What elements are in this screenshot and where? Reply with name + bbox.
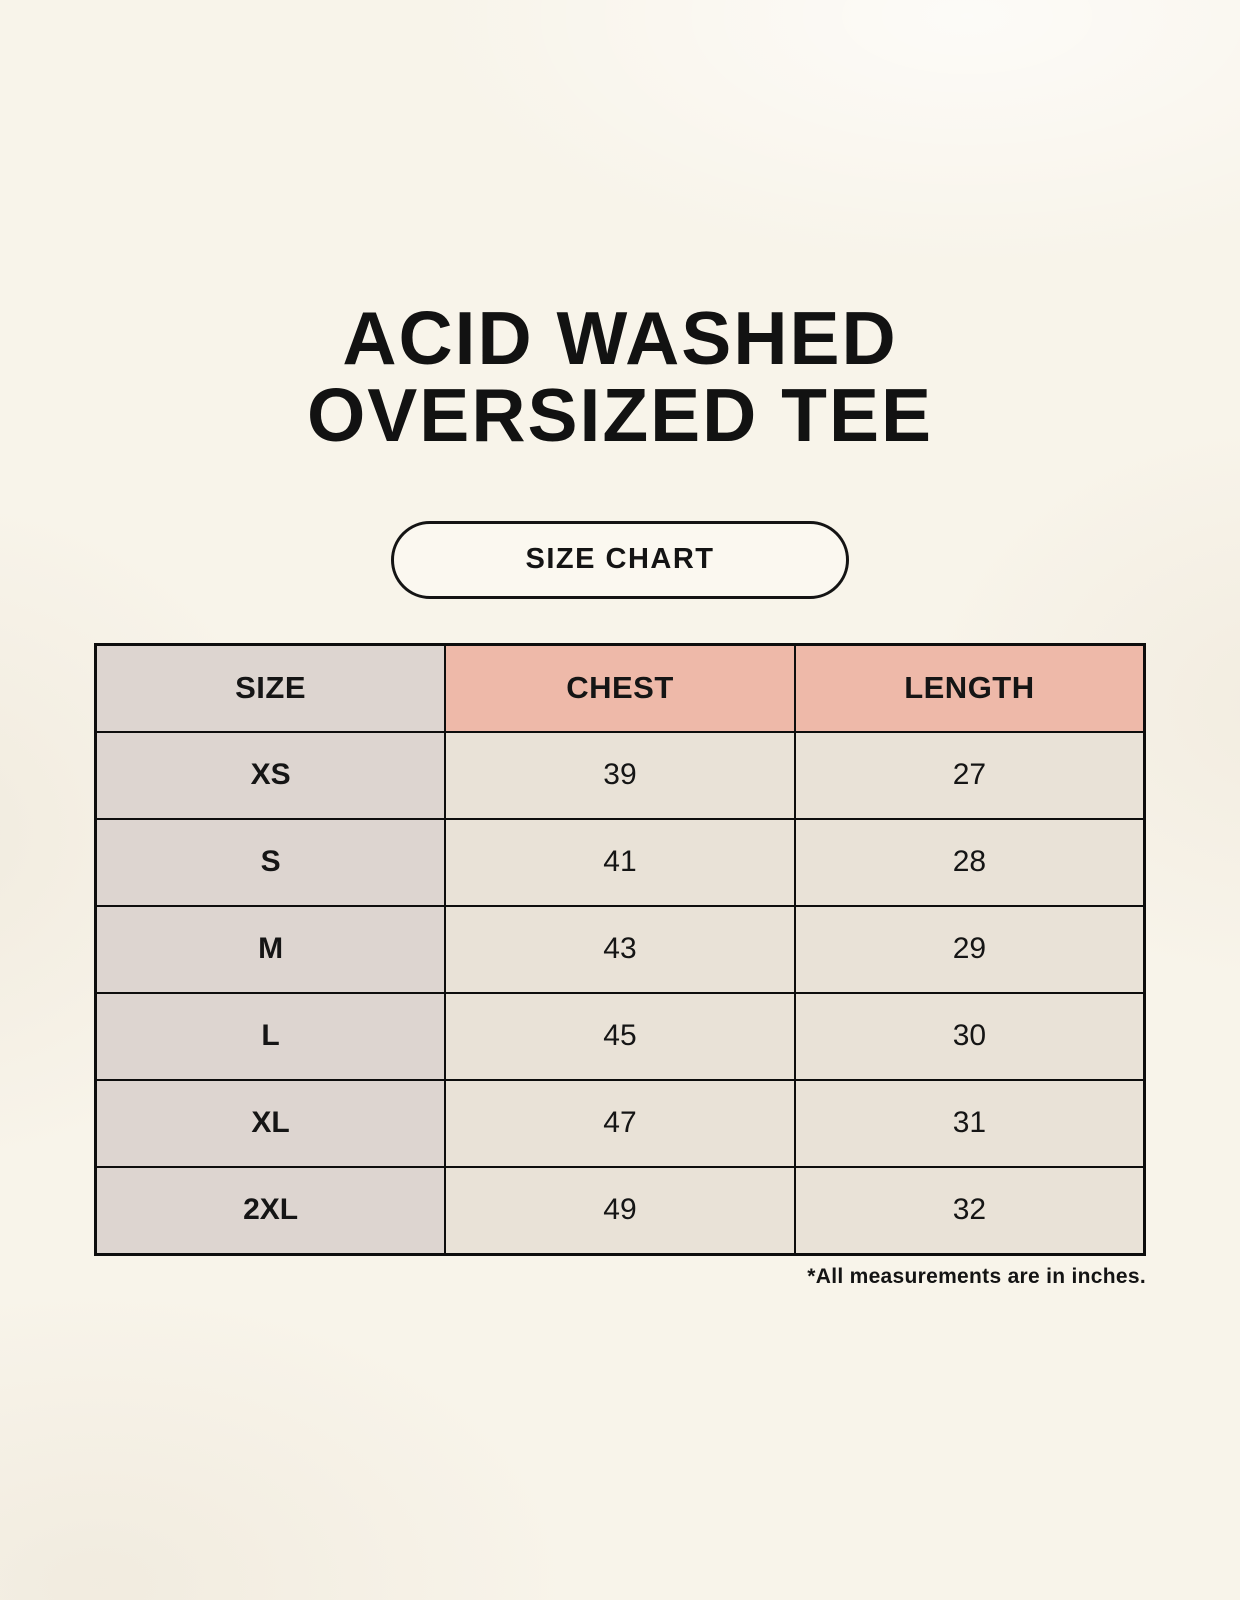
column-header-size: SIZE	[96, 644, 446, 732]
size-cell: 2XL	[96, 1167, 446, 1255]
length-value-cell: 29	[795, 906, 1145, 993]
size-table-header	[96, 644, 1145, 732]
table-row	[96, 819, 1145, 906]
header-row	[96, 644, 1145, 732]
table-row	[96, 1080, 1145, 1167]
size-chart-button[interactable]	[391, 521, 849, 599]
table-row	[96, 732, 1145, 819]
chest-value-cell: 41	[445, 819, 795, 906]
size-table-body	[96, 732, 1145, 1255]
chest-value-cell: 45	[445, 993, 795, 1080]
size-cell: S	[96, 819, 446, 906]
size-table	[94, 643, 1146, 1256]
length-value-cell: 30	[795, 993, 1145, 1080]
size-chart-button-label: SIZE CHART	[525, 543, 715, 575]
chest-value-cell: 47	[445, 1080, 795, 1167]
page-title-line1: ACID WASHED	[342, 296, 898, 380]
table-row	[96, 906, 1145, 993]
page-title	[306, 296, 934, 458]
size-cell: XS	[96, 732, 446, 819]
table-row	[96, 1167, 1145, 1255]
chest-value-cell: 43	[445, 906, 795, 993]
column-header-chest: CHEST	[445, 644, 795, 732]
chest-value-cell: 39	[445, 732, 795, 819]
size-cell: XL	[96, 1080, 446, 1167]
page-title-line2: OVERSIZED TEE	[306, 373, 934, 458]
size-cell: M	[96, 906, 446, 993]
length-value-cell: 28	[795, 819, 1145, 906]
measurements-note: *All measurements are in inches.	[807, 1264, 1146, 1288]
size-cell: L	[96, 993, 446, 1080]
length-value-cell: 32	[795, 1167, 1145, 1255]
chest-value-cell: 49	[445, 1167, 795, 1255]
length-value-cell: 27	[795, 732, 1145, 819]
column-header-length: LENGTH	[795, 644, 1145, 732]
length-value-cell: 31	[795, 1080, 1145, 1167]
table-row	[96, 993, 1145, 1080]
